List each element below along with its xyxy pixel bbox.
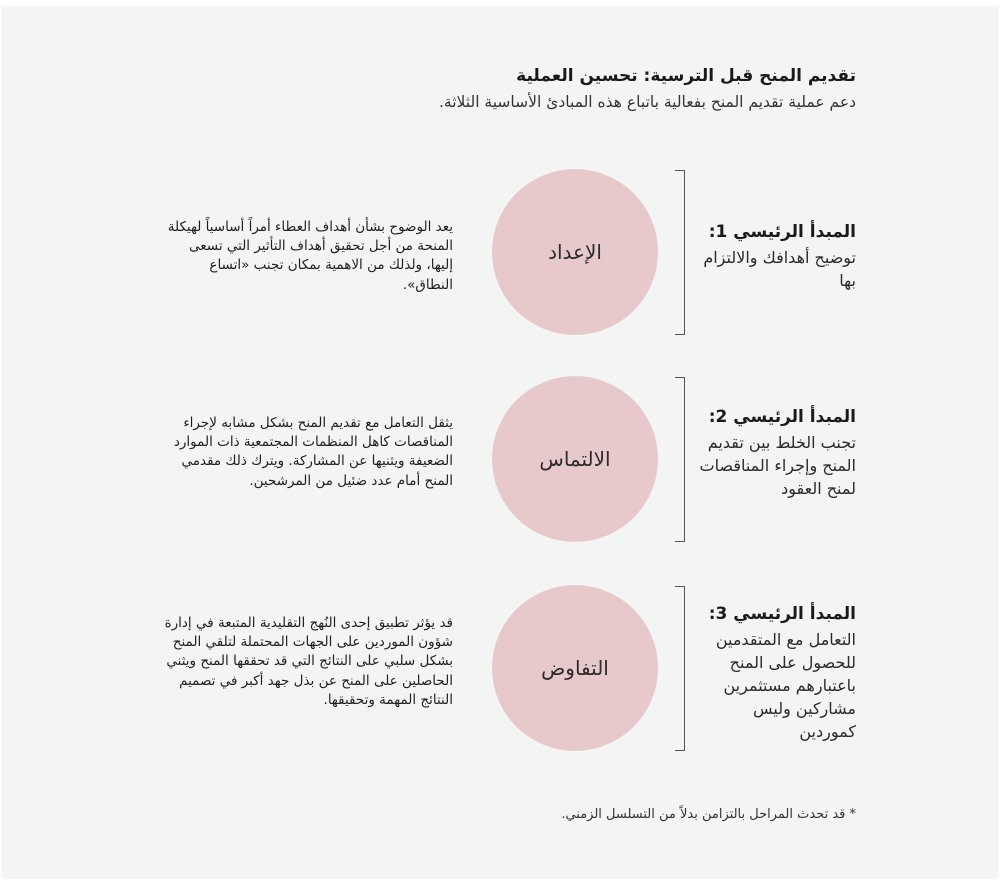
bracket <box>675 377 685 542</box>
stage-circle-preparation <box>492 169 658 335</box>
stage-label: الالتماس <box>539 447 611 471</box>
stage-description: يعد الوضوح بشأن أهداف العطاء أمراً أساسياً لهيكلة المنحة من أجل تحقيق أهداف التأثير التي تسعى إليها، ولذلك من الاهمية بمكان تجنب «اتساع النطاق». <box>167 219 453 293</box>
stage-circle-solicitation <box>492 376 658 542</box>
page-title: تقديم المنح قبل الترسية: تحسين العملية <box>516 66 856 86</box>
stage-label: الإعداد <box>548 240 602 264</box>
stage-description: يثقل التعامل مع تقديم المنح بشكل مشابه لإجراء المناقصات كاهل المنظمات المجتمعية ذات الموارد الضعيفة ويثنيها عن المشاركة. ويترك ذلك مقدمي المنح أمام عدد ضئيل من المرشحين. <box>173 415 453 489</box>
stage-circle-negotiation <box>492 585 658 751</box>
principle-text: تجنب الخلط بين تقديم المنح وإجراء المناقصات لمنح العقود <box>699 433 856 498</box>
bracket <box>675 170 685 335</box>
stage-label: التفاوض <box>541 656 609 680</box>
principle-text: توضيح أهدافك والالتزام بها <box>703 248 856 290</box>
principle-text: التعامل مع المتقدمين للحصول على المنح باعتبارهم مستثمرين مشاركين وليس كموردين <box>715 630 856 741</box>
footnote: * قد تحدث المراحل بالتزامن بدلاً من التسلسل الزمني. <box>561 807 856 822</box>
stage-description: قد يؤثر تطبيق إحدى النُهج التقليدية المتبعة في إدارة شؤون الموردين على الجهات المحتملة لتلقي المنح بشكل سلبي على النتائج التي قد تحققها المنح ويثني الحاصلين على المنح عن بذل جهد أكبر في تصميم النتائج المهمة وتحقيقها. <box>164 615 453 708</box>
principle-label: المبدأ الرئيسي 2: <box>708 407 856 427</box>
principle-1 <box>696 220 856 292</box>
principle-label: المبدأ الرئيسي 3: <box>708 604 856 624</box>
principle-label: المبدأ الرئيسي 1: <box>708 222 856 242</box>
bracket <box>675 586 685 751</box>
principle-3 <box>696 602 856 743</box>
principle-2 <box>696 405 856 500</box>
page-subtitle: دعم عملية تقديم المنح بفعالية باتباع هذه المبادئ الأساسية الثلاثة. <box>439 93 856 111</box>
